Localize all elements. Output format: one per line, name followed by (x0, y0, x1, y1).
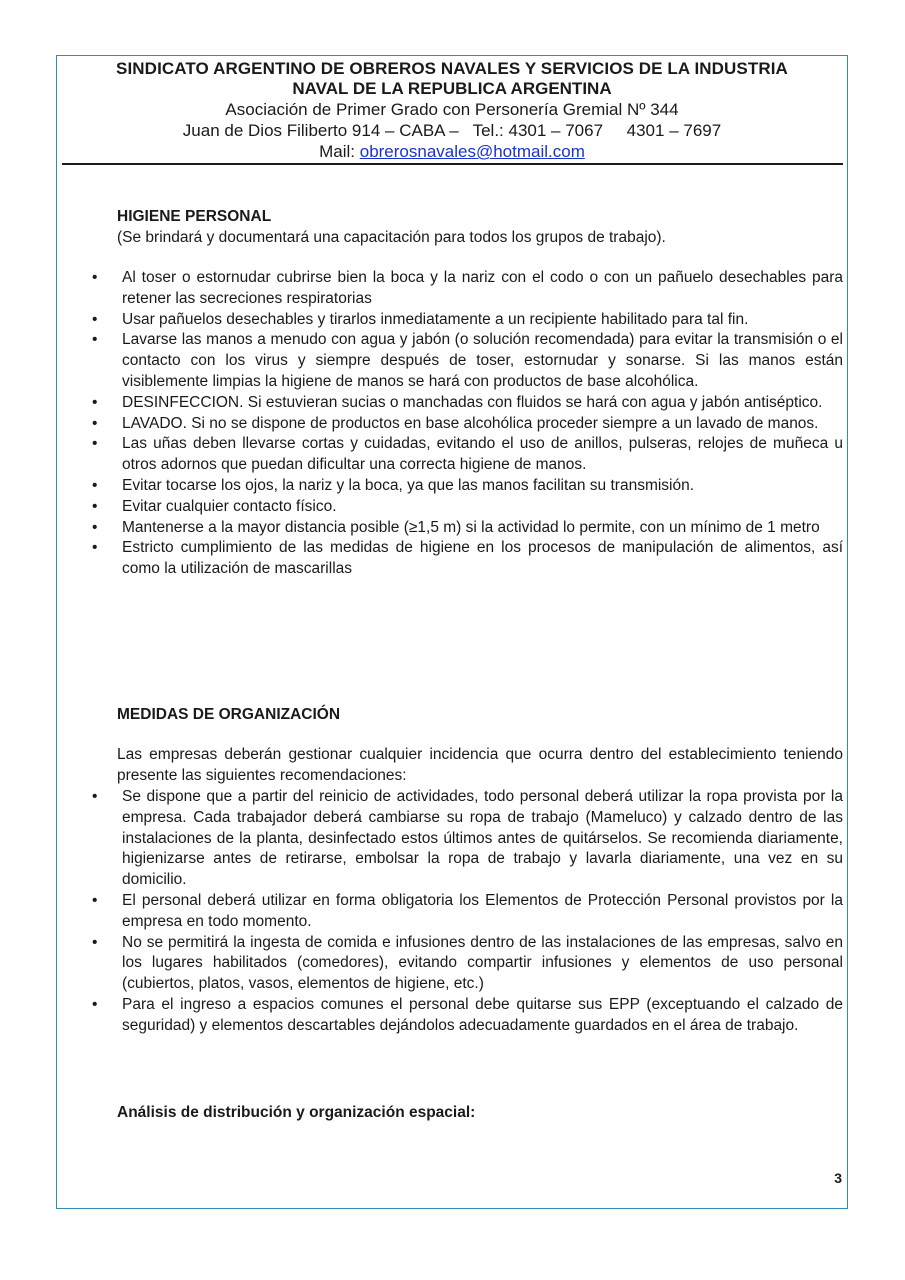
higiene-subtitle: (Se brindará y documentará una capacitación para todos los grupos de trabajo). (117, 229, 666, 246)
list-item: • Las uñas deben llevarse cortas y cuidadas, evitando el uso de anillos, pulseras, relojes de muñeca u otros adornos que puedan dificultar una correcta higiene de manos. (90, 434, 843, 476)
list-item: • Usar pañuelos desechables y tirarlos inmediatamente a un recipiente habilitado para tal fin. (90, 310, 843, 331)
mail-line (56, 142, 848, 162)
list-item: • Al toser o estornudar cubrirse bien la boca y la nariz con el codo o con un pañuelo desechables para retener las secreciones respiratorias (90, 268, 843, 310)
organizacion-title: MEDIDAS DE ORGANIZACIÓN (117, 706, 341, 723)
organizacion-intro: Las empresas deberán gestionar cualquier incidencia que ocurra dentro del establecimiento teniendo presente las siguientes recomendaciones: (117, 746, 843, 784)
list-item: • Evitar tocarse los ojos, la nariz y la boca, ya que las manos facilitan su transmisión. (90, 476, 843, 497)
address-phone-line: Juan de Dios Filiberto 914 – CABA – Tel.: 4301 – 7067 4301 – 7697 (182, 121, 722, 140)
higiene-list (90, 268, 843, 580)
higiene-title: HIGIENE PERSONAL (117, 208, 272, 225)
analisis-title: Análisis de distribución y organización espacial: (117, 1104, 476, 1121)
mail-link[interactable]: obrerosnavales@hotmail.com (359, 142, 585, 161)
mail-label: Mail: (319, 142, 360, 161)
list-item: • Se dispone que a partir del reinicio de actividades, todo personal deberá utilizar la ropa provista por la empresa. Cada trabajador deberá cambiarse su ropa de trabajo (Mameluco) y calzado dentro de las instalaciones de la planta, desinfectado estos últimos antes de quitárselos. Se recomienda diariamente, higienizarse antes de retirarse, embolsar la ropa de trabajo y lavarla diariamente, una vez en su domicilio. (90, 787, 843, 891)
union-name-line1: SINDICATO ARGENTINO DE OBREROS NAVALES Y SERVICIOS DE LA INDUSTRIA (116, 59, 788, 78)
list-item: • El personal deberá utilizar en forma obligatoria los Elementos de Protección Personal provistos por la empresa en todo momento. (90, 891, 843, 933)
header-divider (62, 163, 843, 165)
page-number: 3 (834, 1170, 842, 1186)
association-line: Asociación de Primer Grado con Personería Gremial Nº 344 (225, 100, 679, 119)
organizacion-list (90, 787, 843, 1037)
list-item: • LAVADO. Si no se dispone de productos en base alcohólica proceder siempre a un lavado de manos. (90, 414, 843, 435)
union-name-line2: NAVAL DE LA REPUBLICA ARGENTINA (292, 79, 612, 98)
list-item: • DESINFECCION. Si estuvieran sucias o manchadas con fluidos se hará con agua y jabón antiséptico. (90, 393, 843, 414)
list-item: • Para el ingreso a espacios comunes el personal debe quitarse sus EPP (exceptuando el calzado de seguridad) y elementos descartables dejándolos adecuadamente guardados en el área de trabajo. (90, 995, 843, 1037)
list-item: • No se permitirá la ingesta de comida e infusiones dentro de las instalaciones de las empresas, salvo en los lugares habilitados (comedores), evitando compartir infusiones y elementos de uso personal (cubiertos, platos, vasos, elementos de higiene, etc.) (90, 933, 843, 995)
list-item: • Estricto cumplimiento de las medidas de higiene en los procesos de manipulación de alimentos, así como la utilización de mascarillas (90, 538, 843, 580)
list-item: • Mantenerse a la mayor distancia posible (≥1,5 m) si la actividad lo permite, con un mínimo de 1 metro (90, 518, 843, 539)
list-item: • Lavarse las manos a menudo con agua y jabón (o solución recomendada) para evitar la transmisión o el contacto con los virus y siempre después de toser, estornudar y sonarse. Si las manos están visiblemente limpias la higiene de manos se hará con productos de base alcohólica. (90, 330, 843, 392)
list-item: • Evitar cualquier contacto físico. (90, 497, 843, 518)
